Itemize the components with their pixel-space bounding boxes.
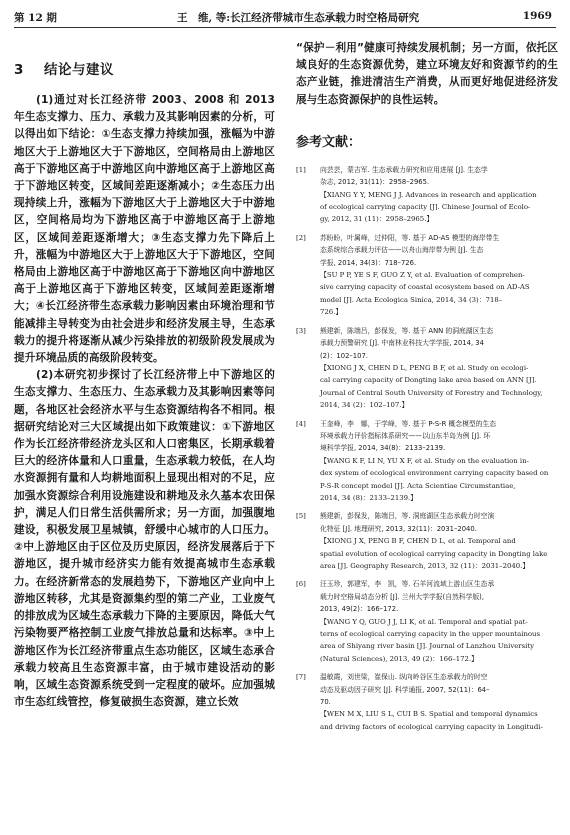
reference-line: 态系统综合承载力评估——以舟山海岸带为例 [J]. 生态: [320, 246, 484, 255]
reference-line: spatial evolution of ecological carrying capacity in Dongting lake: [320, 549, 548, 558]
reference-index: [2]: [296, 233, 306, 242]
reference-line: area [J]. Geography Research, 2013, 32 (11)：2031–2040.】: [320, 562, 530, 570]
reference-line: P-S-R concept model [J]. Acta Scientiae Circumstantiae,: [320, 481, 516, 490]
reference-line: 承载力预警研究 [J]. 中南林业科技大学学报, 2014, 34: [320, 339, 484, 348]
reference-line: 载力时空格局动态分析 [J]. 兰州大学学报(自然科学版),: [320, 592, 484, 601]
reference-item: [296, 510, 558, 572]
reference-line: 【XIONG J X, PENG B F, CHEN D L, et al. Temporal and: [320, 537, 516, 546]
reference-line: 【WANG K F, LI N, YU X F, et al. Study on the evaluation in-: [320, 456, 529, 465]
conclusion-paragraph-2: (2)本研究初步探讨了长江经济带上中下游地区的生态支撑力、生态压力、生态承载力及其影响因素等问题，各地区社会经济水平与生态资源结构各不相同。根据研究结论对三大区域提出如下政策建议：①下游地区作为长江经济带经济龙头区和人口密集区，长期承载着巨大的经济体量和人口重量，生态承载力较低，在人均水资源拥有量和人均耕地面积上显现出相对的不足，应加强水资源综合利用设施建设和耕地及永久基本农田保护，满足人们日常生活供需所求；另一方面，加强腹地建设，积极发展卫星城镇，舒缓中心城市的人口压力。②中上游地区由于区位及历史原因，经济发展落后于下游地区，提升城市经济实力能有效提高城市生态承载力。在经济新常态的发展趋势下，下游地区产业向中上游地区转移，尤其是资源集约型的第二产业，工业废气的排放成为区域生态承载力下降的主要原因，降低大气污染物要严格控制工业废气排放总量和达标率。③中上游地区作为长江经济带重点生态功能区，区域生态承合承载力较高且生态资源丰富，由于城市建设活动的影响，区域生态资源系统受到一定程度的破坏。应加强城市生态红线管控，修复破损生态资源，建立长效: [14, 369, 275, 709]
reference-line: 【WEN M X, LIU S L, CUI B S. Spatial and temporal dynamics: [320, 710, 538, 719]
left-column: [14, 40, 275, 711]
reference-line: 汪玉珍，郭建军，李 凯，等. 石羊河流域上游山区生态承: [320, 580, 495, 589]
reference-line: 熊建新，陈端吕，彭保发，等. 基于 ANN 的洞庭湖区生态: [320, 326, 493, 335]
reference-index: [4]: [296, 419, 306, 428]
reference-line: 杂志, 2012, 31(11)：2958–2965.: [320, 178, 430, 187]
reference-line: 动态及驱动因子研究 [J]. 科学通报, 2007, 52(11)：64–: [320, 685, 490, 694]
reference-line: 70.: [320, 698, 331, 707]
reference-line: cal carrying capacity of Dongting lake area based on ANN [J].: [320, 376, 537, 385]
reference-line: 境科学学报, 2014, 34(8)：2133–2139.: [320, 444, 446, 453]
issue-label: 第 12 期: [14, 12, 57, 24]
reference-index: [6]: [296, 580, 306, 589]
right-column: [296, 40, 558, 739]
running-title: 王 维, 等:长江经济带城市生态承载力时空格局研究: [177, 12, 420, 24]
reference-line: 【WANG Y Q, GUO J J, LI K, et al. Temporal and spatial pat-: [320, 617, 528, 626]
reference-line: gy, 2012, 31 (11)：2958–2965.】: [320, 215, 434, 224]
references-heading: 参考文献：: [296, 134, 362, 150]
continued-paragraph: “保护－利用”健康可持续发展机制；另一方面，依托区域良好的生态资源优势，建立环境友好和资源节约的生态产业链，推进清洁生产消费，从而更好地促进经济发展与生态资源保护的良性运转。: [296, 42, 558, 106]
reference-line: 熊建新，彭保发，陈端吕，等. 洞庭湖区生态承载力时空演: [320, 512, 495, 521]
reference-line: model [J]. Acta Ecologica Sinica, 2014, 34 (3)：718–: [320, 295, 503, 304]
reference-item: [296, 671, 558, 733]
reference-line: 环境承载力评价指标体系研究——以山东半岛为例 [J]. 环: [320, 431, 491, 440]
section-number: 3: [14, 62, 24, 78]
reference-line: dex system of ecological environment carrying capacity based on: [320, 469, 549, 478]
reference-index: [3]: [296, 326, 306, 335]
reference-line: 化特征 [J]. 地理研究, 2013, 32(11)：2031–2040.: [320, 524, 477, 533]
reference-line: area of Shiyang river basin [J]. Journal of Lanzhou University: [320, 642, 534, 651]
reference-line: terns of ecological carrying capacity in the upper mountainous: [320, 630, 541, 639]
reference-line: 苏盼盼，叶属峰，过仲阳，等. 基于 AD-AS 模型的海岸带生: [320, 233, 500, 242]
reference-line: 2013, 49(2)：166–172.: [320, 605, 399, 614]
reference-line: and driving factors of ecological carrying capacity in Longitudi-: [320, 722, 543, 731]
section-title: 结论与建议: [44, 62, 114, 78]
reference-item: [296, 418, 558, 505]
reference-line: (Natural Sciences), 2013, 49 (2)：166–172.】: [320, 654, 479, 663]
reference-item: [296, 232, 558, 319]
conclusion-paragraph-1: (1)通过对长江经济带 2003、2008 和 2013 年生态支撑力、压力、承载力及其影响因素的分析，可以得出如下结论：①生态支撑力持续加强，涨幅为中游地区大于上游地区大于下游地区，空间格局由上游地区高于下游地区高于中游地区向中游地区高于上游地区高于下游地区转变，区域间差距逐渐减小；②生态压力出现持续上升，涨幅为下游地区大于上游地区大于中游地区，空间格局均为下游地区高于中游地区高于上游地区，区域间差距逐渐增大；③生态支撑力先下降后上升，涨幅为中游地区大于上游地区大于下游地区，空间格局由上游地区高于中游地区高于下游地区向中游地区高于上游地区高于下游地区转变，区域间差距逐渐增大；④长江经济带生态承载力影响因素由环境治理和节能减排主导转变为由社会进步和经济发展主导，生态承载力的提升将逐渐从减少污染排放的初级阶段发展成为提升环境品质的高级阶段转变。: [14, 94, 275, 365]
reference-line: 【XIONG J X, CHEN D L, PENG B F, et al. Study on ecologi-: [320, 363, 529, 372]
reference-line: 2014, 34 (2)：102–107.】: [320, 401, 409, 410]
page-number: 1969: [522, 10, 552, 22]
reference-line: of ecological carrying capacity [J]. Chinese Journal of Ecolo-: [320, 203, 531, 212]
reference-index: [1]: [296, 165, 306, 174]
reference-line: 【SU P P, YE S F, GUO Z Y, et al. Evaluation of comprehen-: [320, 271, 525, 280]
reference-line: 学报, 2014, 34(3)：718–726.: [320, 258, 417, 267]
reference-line: 2014, 34 (8)：2133–2139.】: [320, 493, 418, 502]
reference-line: 【XIANG Y Y, MENG J J. Advances in research and application: [320, 190, 537, 199]
references-list: [296, 164, 558, 733]
reference-line: 726.】: [320, 308, 343, 317]
reference-line: Journal of Central South University of Forestry and Technology,: [320, 388, 543, 397]
reference-item: [296, 578, 558, 665]
reference-item: [296, 164, 558, 226]
reference-line: (2)：102–107.: [320, 351, 368, 360]
reference-line: 温敏霞，刘世梁，崔保山. 纵向岭谷区生态承载力的时空: [320, 673, 488, 682]
reference-index: [7]: [296, 673, 306, 682]
reference-line: 向芸芸，蒙吉军. 生态承载力研究和应用进展 [J]. 生态学: [320, 165, 488, 174]
section-heading: [14, 58, 275, 78]
header-rule: [14, 27, 556, 28]
page-header: [14, 6, 556, 26]
reference-index: [5]: [296, 512, 306, 521]
reference-line: sive carrying capacity of coastal ecosystem based on AD-AS: [320, 283, 530, 292]
reference-item: [296, 325, 558, 412]
reference-line: 王奎峰，李 娜，于学峰，等. 基于 P-S-R 概念模型的生态: [320, 419, 497, 428]
